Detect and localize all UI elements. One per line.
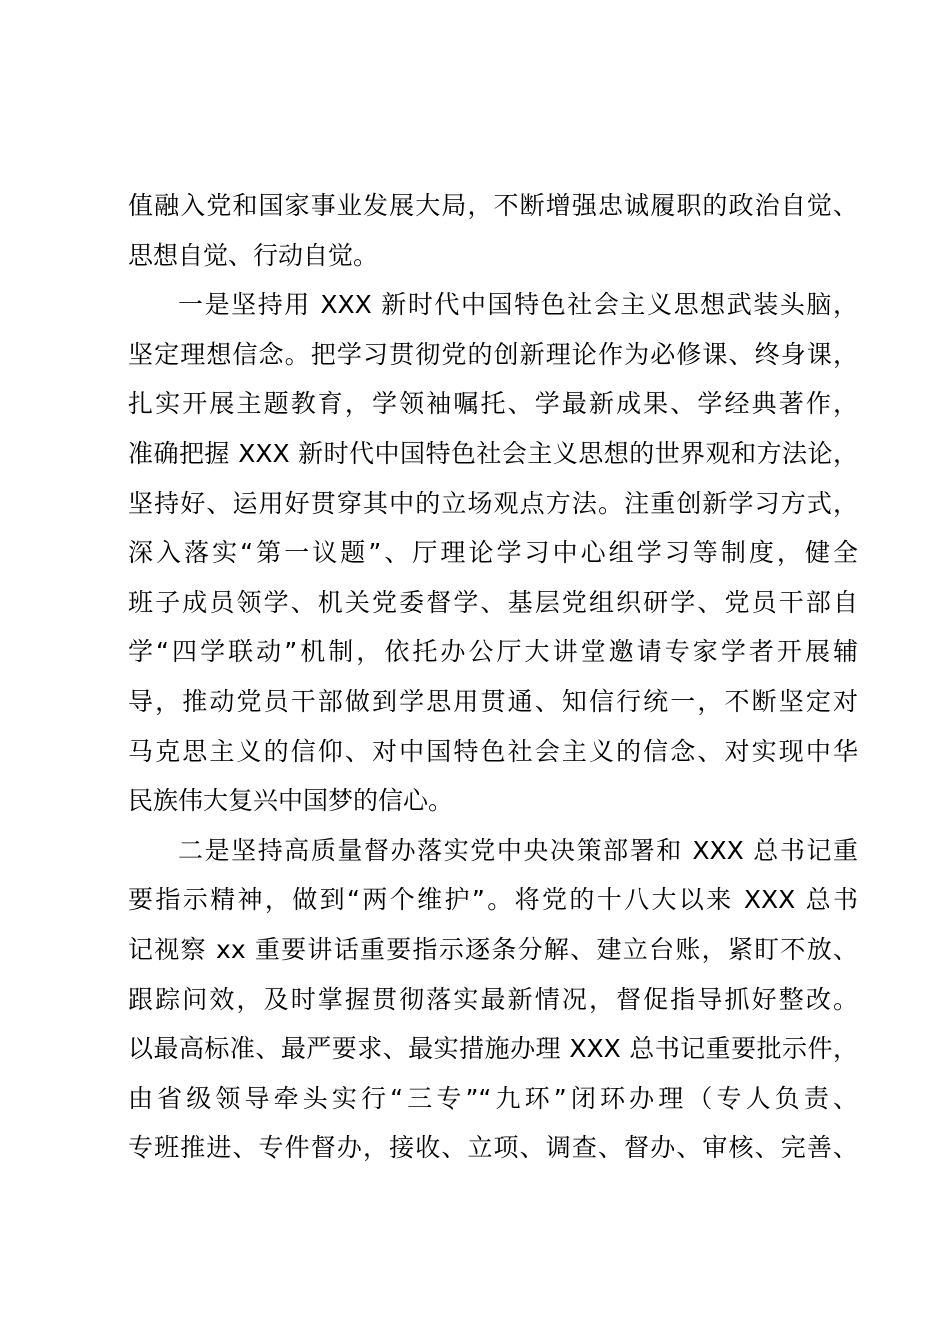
text-line: 民族伟大复兴中国梦的信心。 xyxy=(128,786,454,816)
text-line: 准确把握 XXX 新时代中国特色社会主义思想的世界观和方法论， xyxy=(128,438,858,468)
text-line: 思想自觉、行动自觉。 xyxy=(128,240,379,270)
text-line: 坚持好、运用好贯穿其中的立场观点方法。注重创新学习方式， xyxy=(128,488,858,518)
text-line: 坚定理想信念。把学习贯彻党的创新理论作为必修课、终身课， xyxy=(128,339,858,369)
text-line: 导，推动党员干部做到学思用贯通、知信行统一，不断坚定对 xyxy=(128,686,858,716)
text-line: 扎实开展主题教育，学领袖嘱托、学最新成果、学经典著作， xyxy=(128,389,858,419)
text-line: 由省级领导牵头实行“三专”“九环”闭环办理（专人负责、 xyxy=(128,1083,858,1113)
text-line: 二是坚持高质量督办落实党中央决策部署和 XXX 总书记重 xyxy=(178,835,858,865)
text-line: 值融入党和国家事业发展大局，不断增强忠诚履职的政治自觉、 xyxy=(128,191,858,220)
text-line: 跟踪问效，及时掌握贯彻落实最新情况，督促指导抓好整改。 xyxy=(128,984,858,1014)
text-line: 以最高标准、最严要求、最实措施办理 XXX 总书记重要批示件， xyxy=(128,1034,858,1064)
text-line: 班子成员领学、机关党委督学、基层党组织研学、党员干部自 xyxy=(128,587,858,617)
text-line: 深入落实“第一议题”、厅理论学习中心组学习等制度，健全 xyxy=(128,538,858,568)
text-line: 要指示精神，做到“两个维护”。将党的十八大以来 XXX 总书 xyxy=(128,885,858,915)
text-line: 记视察 xx 重要讲话重要指示逐条分解、建立台账，紧盯不放、 xyxy=(128,934,858,964)
text-line: 马克思主义的信仰、对中国特色社会主义的信念、对实现中华 xyxy=(128,736,858,766)
body-text xyxy=(128,181,858,1173)
text-line: 一是坚持用 XXX 新时代中国特色社会主义思想武装头脑， xyxy=(178,290,858,320)
text-line: 学“四学联动”机制，依托办公厅大讲堂邀请专家学者开展辅 xyxy=(128,637,858,667)
text-line: 专班推进、专件督办，接收、立项、调查、督办、审核、完善、 xyxy=(128,1133,858,1163)
